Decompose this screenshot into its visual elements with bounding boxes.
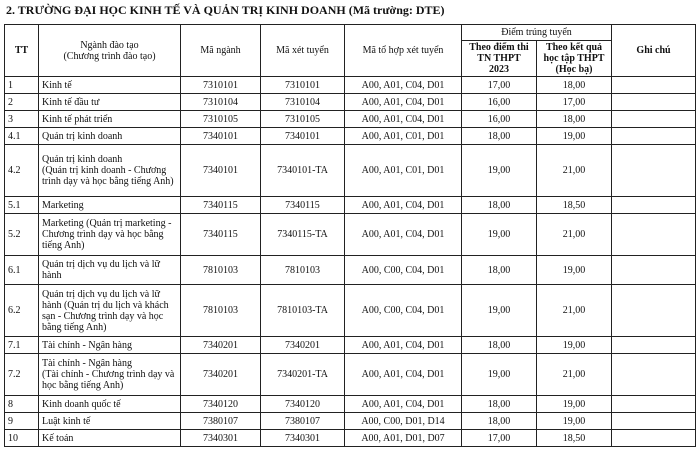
row-diem-hocba: 21,00 <box>537 214 612 256</box>
header-nganh-text: Ngành đào tạo (Chương trình đào tạo) <box>63 39 156 62</box>
row-name: Quản trị kinh doanh (Quản trị kinh doanh - Chương trình dạy và học bằng tiếng Anh) <box>39 145 181 197</box>
header-tt: TT <box>5 25 39 77</box>
row-tt: 9 <box>5 413 39 430</box>
header-diem <box>462 25 612 41</box>
row-to-hop: A00, A01, C04, D01 <box>345 197 462 214</box>
table-body <box>5 77 696 447</box>
header-ma-xet-tuyen <box>261 25 345 77</box>
row-ma-nganh: 7340201 <box>181 354 261 396</box>
row-ma-xet-tuyen: 7340101-TA <box>261 145 345 197</box>
row-tt: 6.2 <box>5 285 39 337</box>
row-diem-hocba: 19,00 <box>537 128 612 145</box>
row-tt: 4.1 <box>5 128 39 145</box>
table-row <box>5 111 696 128</box>
header-theo-thi: Theo điểm thi TN THPT 2023 <box>462 41 537 77</box>
row-ma-xet-tuyen: 7310105 <box>261 111 345 128</box>
row-diem-thi: 19,00 <box>462 285 537 337</box>
row-diem-hocba: 19,00 <box>537 337 612 354</box>
row-diem-thi: 18,00 <box>462 256 537 285</box>
row-name: Marketing (Quản trị marketing -Chương trình dạy và học bằng tiếng Anh) <box>39 214 181 256</box>
table-row <box>5 94 696 111</box>
row-to-hop: A00, A01, C04, D01 <box>345 396 462 413</box>
header-ma-nganh-text: Mã ngành <box>200 45 241 56</box>
row-diem-thi: 19,00 <box>462 354 537 396</box>
row-ghi-chu <box>612 337 696 354</box>
table-row <box>5 77 696 94</box>
row-ma-nganh: 7340301 <box>181 430 261 447</box>
row-diem-thi: 18,00 <box>462 337 537 354</box>
row-ma-nganh: 7380107 <box>181 413 261 430</box>
row-ma-xet-tuyen: 7310101 <box>261 77 345 94</box>
row-name: Kinh tế <box>39 77 181 94</box>
row-ma-nganh: 7310101 <box>181 77 261 94</box>
row-ma-xet-tuyen: 7340201-TA <box>261 354 345 396</box>
row-tt: 6.1 <box>5 256 39 285</box>
row-diem-hocba: 18,50 <box>537 430 612 447</box>
row-ma-nganh: 7310105 <box>181 111 261 128</box>
row-to-hop: A00, A01, C04, D01 <box>345 354 462 396</box>
row-ghi-chu <box>612 111 696 128</box>
row-to-hop: A00, C00, C04, D01 <box>345 285 462 337</box>
row-diem-thi: 19,00 <box>462 214 537 256</box>
row-name: Kinh tế phát triển <box>39 111 181 128</box>
section-heading: 2. TRƯỜNG ĐẠI HỌC KINH TẾ VÀ QUẢN TRỊ KINH DOANH (Mã trường: DTE) <box>6 3 445 17</box>
row-name: Kế toán <box>39 430 181 447</box>
row-to-hop: A00, A01, C04, D01 <box>345 94 462 111</box>
row-ghi-chu <box>612 145 696 197</box>
row-name: Kinh tế đầu tư <box>39 94 181 111</box>
row-name: Quản trị dịch vụ du lịch và lữ hành <box>39 256 181 285</box>
row-diem-hocba: 17,00 <box>537 94 612 111</box>
header-nganh <box>39 25 181 77</box>
row-diem-hocba: 19,00 <box>537 256 612 285</box>
header-to-hop-text: Mã tổ hợp xét tuyển <box>362 45 444 56</box>
row-tt: 7.2 <box>5 354 39 396</box>
row-ghi-chu <box>612 197 696 214</box>
row-name: Luật kinh tế <box>39 413 181 430</box>
row-to-hop: A00, A01, C01, D01 <box>345 145 462 197</box>
row-ma-nganh: 7810103 <box>181 285 261 337</box>
row-diem-hocba: 18,00 <box>537 77 612 94</box>
row-ghi-chu <box>612 94 696 111</box>
header-ma-nganh <box>181 25 261 77</box>
row-diem-thi: 16,00 <box>462 94 537 111</box>
row-ma-xet-tuyen: 7310104 <box>261 94 345 111</box>
row-to-hop: A00, A01, C01, D01 <box>345 128 462 145</box>
table-row <box>5 337 696 354</box>
row-name: Kinh doanh quốc tế <box>39 396 181 413</box>
row-ma-xet-tuyen: 7340201 <box>261 337 345 354</box>
row-to-hop: A00, A01, C04, D01 <box>345 214 462 256</box>
row-ma-xet-tuyen: 7810103 <box>261 256 345 285</box>
row-diem-hocba: 19,00 <box>537 396 612 413</box>
row-to-hop: A00, A01, D01, D07 <box>345 430 462 447</box>
row-tt: 7.1 <box>5 337 39 354</box>
row-diem-thi: 18,00 <box>462 396 537 413</box>
row-name: Quản trị dịch vụ du lịch và lữ hành (Quản trị du lịch và khách sạn - Chương trình dạy và học bằng tiếng Anh) <box>39 285 181 337</box>
row-diem-hocba: 21,00 <box>537 354 612 396</box>
row-ghi-chu <box>612 256 696 285</box>
header-theo-hocba: Theo kết quả học tập THPT (Học bạ) <box>537 41 612 77</box>
row-name: Marketing <box>39 197 181 214</box>
row-diem-thi: 19,00 <box>462 145 537 197</box>
row-ghi-chu <box>612 128 696 145</box>
row-ghi-chu <box>612 430 696 447</box>
row-ma-xet-tuyen: 7340115-TA <box>261 214 345 256</box>
row-ma-nganh: 7310104 <box>181 94 261 111</box>
table-row <box>5 430 696 447</box>
table-row <box>5 285 696 337</box>
row-tt: 10 <box>5 430 39 447</box>
row-ma-nganh: 7340120 <box>181 396 261 413</box>
row-tt: 1 <box>5 77 39 94</box>
table-row <box>5 256 696 285</box>
row-name: Tài chính - Ngân hàng (Tài chính - Chương trình dạy và học bằng tiếng Anh) <box>39 354 181 396</box>
row-ma-nganh: 7340115 <box>181 214 261 256</box>
row-tt: 5.1 <box>5 197 39 214</box>
row-ghi-chu <box>612 214 696 256</box>
row-to-hop: A00, A01, C04, D01 <box>345 337 462 354</box>
table-row <box>5 396 696 413</box>
row-ghi-chu <box>612 396 696 413</box>
row-ghi-chu <box>612 413 696 430</box>
header-ghi-chu: Ghi chú <box>612 25 696 77</box>
table-row <box>5 145 696 197</box>
row-diem-thi: 17,00 <box>462 430 537 447</box>
row-ma-xet-tuyen: 7340115 <box>261 197 345 214</box>
table-row <box>5 128 696 145</box>
table-row <box>5 197 696 214</box>
row-diem-hocba: 21,00 <box>537 285 612 337</box>
row-diem-hocba: 21,00 <box>537 145 612 197</box>
row-ma-nganh: 7810103 <box>181 256 261 285</box>
table-row <box>5 214 696 256</box>
header-to-hop <box>345 25 462 77</box>
row-ma-nganh: 7340101 <box>181 145 261 197</box>
row-tt: 4.2 <box>5 145 39 197</box>
table-row <box>5 413 696 430</box>
row-ma-nganh: 7340201 <box>181 337 261 354</box>
row-ma-xet-tuyen: 7340120 <box>261 396 345 413</box>
row-tt: 2 <box>5 94 39 111</box>
row-tt: 3 <box>5 111 39 128</box>
row-ghi-chu <box>612 77 696 94</box>
row-ma-xet-tuyen: 7340301 <box>261 430 345 447</box>
row-ma-nganh: 7340101 <box>181 128 261 145</box>
row-to-hop: A00, C00, D01, D14 <box>345 413 462 430</box>
table-row <box>5 354 696 396</box>
row-tt: 8 <box>5 396 39 413</box>
row-diem-hocba: 18,50 <box>537 197 612 214</box>
row-ma-xet-tuyen: 7340101 <box>261 128 345 145</box>
header-diem-text: Điểm trúng tuyển <box>501 27 572 38</box>
row-ghi-chu <box>612 354 696 396</box>
row-diem-thi: 18,00 <box>462 197 537 214</box>
row-name: Quản trị kinh doanh <box>39 128 181 145</box>
row-diem-hocba: 19,00 <box>537 413 612 430</box>
admission-scores-table <box>4 24 696 447</box>
row-diem-thi: 18,00 <box>462 413 537 430</box>
row-ghi-chu <box>612 285 696 337</box>
row-name: Tài chính - Ngân hàng <box>39 337 181 354</box>
row-ma-xet-tuyen: 7810103-TA <box>261 285 345 337</box>
row-ma-xet-tuyen: 7380107 <box>261 413 345 430</box>
row-to-hop: A00, A01, C04, D01 <box>345 77 462 94</box>
row-diem-thi: 17,00 <box>462 77 537 94</box>
row-to-hop: A00, A01, C04, D01 <box>345 111 462 128</box>
row-ma-nganh: 7340115 <box>181 197 261 214</box>
row-to-hop: A00, C00, C04, D01 <box>345 256 462 285</box>
row-diem-thi: 18,00 <box>462 128 537 145</box>
row-diem-thi: 16,00 <box>462 111 537 128</box>
header-ma-xet-tuyen-text: Mã xét tuyển <box>276 45 329 56</box>
row-diem-hocba: 18,00 <box>537 111 612 128</box>
row-tt: 5.2 <box>5 214 39 256</box>
